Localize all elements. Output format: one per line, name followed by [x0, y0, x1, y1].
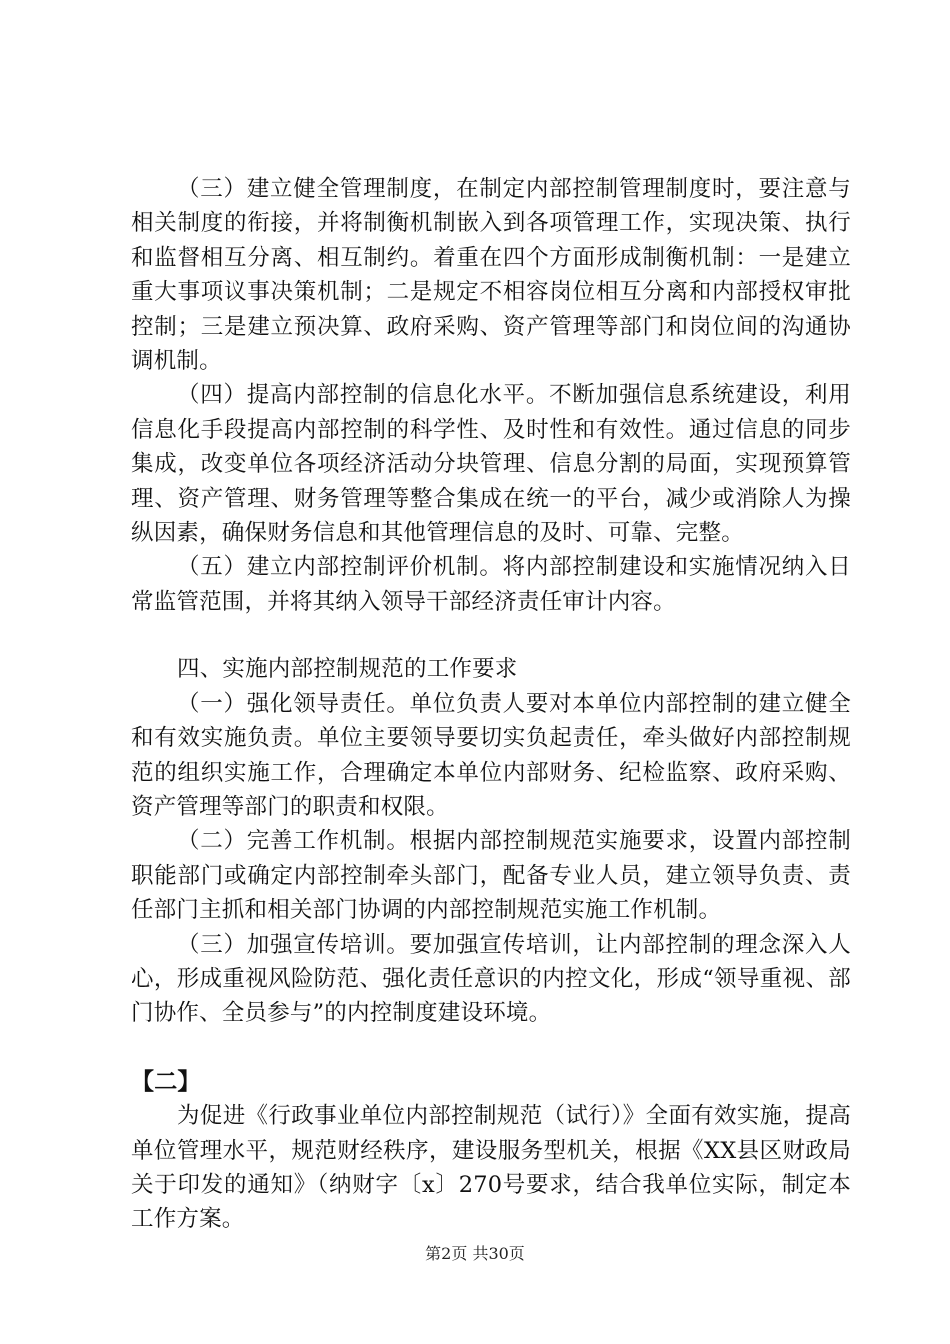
- part-heading-two: 【二】: [131, 1067, 201, 1095]
- page-number-footer: 第2页 共30页: [425, 1244, 525, 1263]
- paragraph-three-management-system: （三）建立健全管理制度，在制定内部控制管理制度时，要注意与相关制度的衔接，并将制衡机制嵌入到各项管理工作，实现决策、执行和监督相互分离、相互制约。着重在四个方面形成制衡机制：一是建立重大事项议事决策机制；二是规定不相容岗位相互分离和内部授权审批控制；三是建立预决算、政府采购、资产管理等部门和岗位间的沟通协调机制。: [131, 176, 851, 375]
- paragraph-two-work-mechanism: （二）完善工作机制。根据内部控制规范实施要求，设置内部控制职能部门或确定内部控制牵头部门，配备专业人员，建立领导负责、责任部门主抓和相关部门协调的内部控制规范实施工作机制。: [131, 828, 851, 924]
- paragraph-five-evaluation: （五）建立内部控制评价机制。将内部控制建设和实施情况纳入日常监管范围，并将其纳入领导干部经济责任审计内容。: [131, 554, 851, 615]
- paragraph-one-leadership: （一）强化领导责任。单位负责人要对本单位内部控制的建立健全和有效实施负责。单位主要领导要切实负起责任，牵头做好内部控制规范的组织实施工作，合理确定本单位内部财务、纪检监察、政府采购、资产管理等部门的职责和权限。: [131, 690, 851, 820]
- paragraph-four-informatization: （四）提高内部控制的信息化水平。不断加强信息系统建设，利用信息化手段提高内部控制的科学性、及时性和有效性。通过信息的同步集成，改变单位各项经济活动分块管理、信息分割的局面，实现预算管理、资产管理、财务管理等整合集成在统一的平台，减少或消除人为操纵因素，确保财务信息和其他管理信息的及时、可靠、完整。: [131, 382, 851, 547]
- section-heading-four: 四、实施内部控制规范的工作要求: [177, 656, 518, 683]
- document-body: [131, 172, 851, 1237]
- paragraph-three-training: （三）加强宣传培训。要加强宣传培训，让内部控制的理念深入人心，形成重视风险防范、强化责任意识的内控文化，形成“领导重视、部门协作、全员参与”的内控制度建设环境。: [131, 931, 851, 1027]
- paragraph-plan-intro: 为促进《行政事业单位内部控制规范（试行）》全面有效实施，提高单位管理水平，规范财经秩序，建设服务型机关，根据《XX县区财政局关于印发的通知》（纳财字〔x〕270号要求，结合我单位实际，制定本工作方案。: [131, 1103, 851, 1233]
